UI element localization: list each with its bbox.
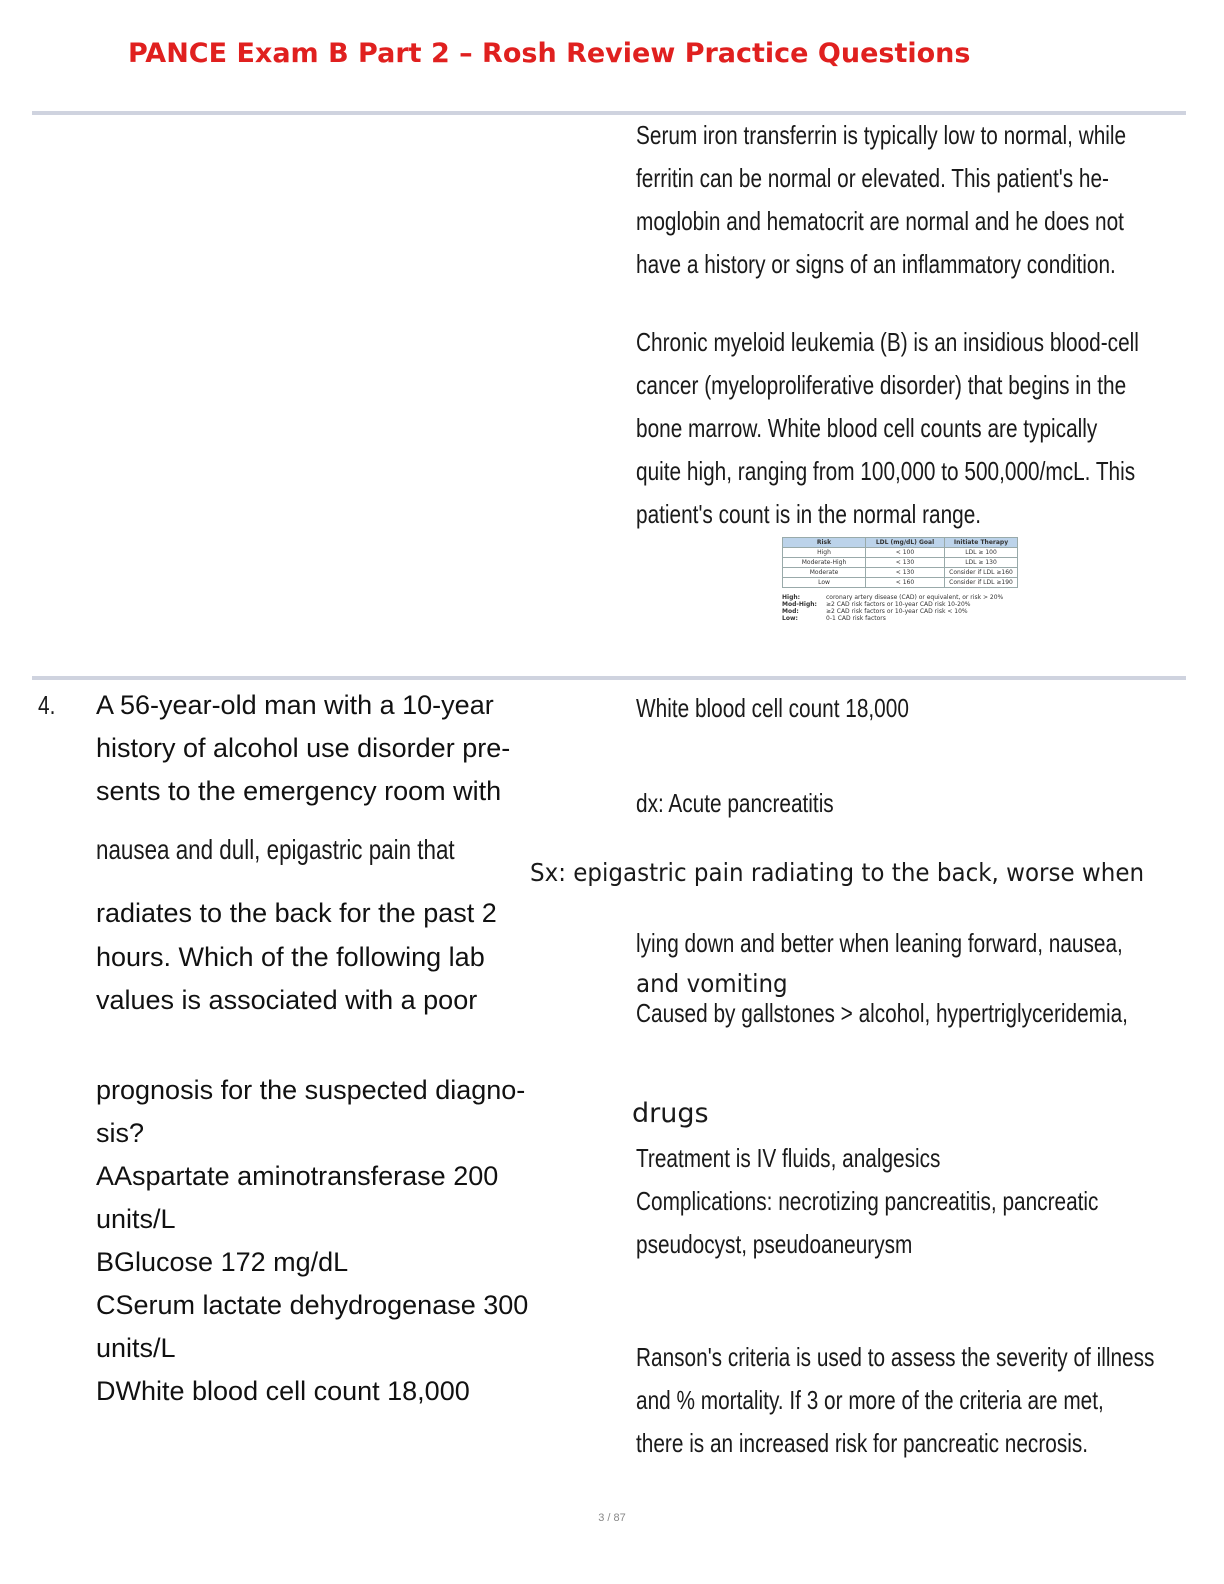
- option-continuation: units/L: [96, 1333, 176, 1363]
- table-cell: < 130: [866, 568, 945, 578]
- legend-term: Mod:: [782, 608, 799, 615]
- legend-row: [782, 608, 1018, 615]
- table-cell: LDL ≥ 130: [945, 558, 1018, 568]
- option-letter: A: [96, 1161, 115, 1191]
- option-letter: D: [96, 1376, 116, 1406]
- question-stem-line: prognosis for the suspected diagno-: [96, 1075, 526, 1105]
- legend-row: [782, 594, 1018, 601]
- explanation-line: Serum iron transferrin is typically low to normal, while: [636, 120, 1127, 150]
- legend-desc: ≥2 CAD risk factors or 10-year CAD risk < 10%: [826, 608, 968, 615]
- explanation-line: cancer (myeloproliferative disorder) that begins in the: [636, 370, 1127, 400]
- option-text: Glucose 172 mg/dL: [114, 1247, 349, 1277]
- causes-note: Caused by gallstones > alcohol, hypertriglyceridemia,: [636, 998, 1128, 1028]
- legend-desc: ≥2 CAD risk factors or 10-year CAD risk 10-20%: [826, 601, 971, 608]
- explanation-line: ferritin can be normal or elevated. This patient's he-: [636, 163, 1109, 193]
- table-cell: High: [783, 548, 866, 558]
- table-cell: Consider if LDL ≥190: [945, 578, 1018, 588]
- answer-option-b[interactable]: [96, 1241, 348, 1284]
- table-row: [783, 548, 1018, 558]
- question-stem-line: sis?: [96, 1118, 145, 1148]
- explanation-line: Chronic myeloid leukemia (B) is an insidious blood-cell: [636, 327, 1139, 357]
- question-stem-line: A 56-year-old man with a 10-year: [96, 690, 494, 720]
- question-number: 4.: [38, 690, 56, 720]
- legend-desc: coronary artery disease (CAD) or equivalent, or risk > 20%: [826, 594, 1004, 601]
- legend-term: Mod-High:: [782, 601, 817, 608]
- legend-row: [782, 601, 1018, 608]
- option-continuation: units/L: [96, 1204, 176, 1234]
- question-stem-line: sents to the emergency room with: [96, 776, 502, 806]
- question-stem-line: nausea and dull, epigastric pain that: [96, 834, 455, 865]
- table-cell: LDL ≥ 100: [945, 548, 1018, 558]
- page-title: PANCE Exam B Part 2 – Rosh Review Practice Questions: [128, 38, 971, 69]
- legend-term: High:: [782, 594, 801, 601]
- explanation-line: have a history or signs of an inflammatory condition.: [636, 249, 1116, 279]
- table-cell: Low: [783, 578, 866, 588]
- table-row: [783, 578, 1018, 588]
- question-divider: [32, 676, 1186, 680]
- answer-option-c[interactable]: [96, 1284, 528, 1327]
- legend-row: [782, 615, 1018, 622]
- table-legend: [782, 594, 1018, 622]
- explanation-line: bone marrow. White blood cell counts are typically: [636, 413, 1098, 443]
- table-cell: Moderate: [783, 568, 866, 578]
- option-text: White blood cell count 18,000: [115, 1376, 470, 1406]
- table-cell: < 130: [866, 558, 945, 568]
- table-cell: Moderate-High: [783, 558, 866, 568]
- explanation-line: patient's count is in the normal range.: [636, 499, 982, 529]
- question-stem-line: history of alcohol use disorder pre-: [96, 733, 511, 763]
- causes-note-cont: drugs: [632, 1098, 709, 1129]
- answer-option-d[interactable]: [96, 1370, 470, 1413]
- legend-term: Low:: [782, 615, 798, 622]
- question-stem-line: radiates to the back for the past 2: [96, 898, 497, 928]
- question-stem-line: hours. Which of the following lab: [96, 942, 485, 972]
- answer-option-a[interactable]: [96, 1155, 498, 1198]
- option-text: Serum lactate dehydrogenase 300: [115, 1290, 529, 1320]
- explanation-line: quite high, ranging from 100,000 to 500,000/mcL. This: [636, 456, 1136, 486]
- explanation-line: moglobin and hematocrit are normal and he does not: [636, 206, 1124, 236]
- option-letter: C: [96, 1290, 116, 1320]
- treatment-note: Treatment is IV fluids, analgesics: [636, 1143, 941, 1173]
- ldl-risk-figure: [782, 537, 1018, 622]
- ldl-risk-table: [782, 537, 1018, 588]
- correct-answer: White blood cell count 18,000: [636, 693, 909, 723]
- diagnosis-note: dx: Acute pancreatitis: [636, 788, 834, 818]
- symptoms-note-cont: lying down and better when leaning forward, nausea,: [636, 928, 1123, 958]
- option-letter: B: [96, 1247, 115, 1277]
- symptoms-note: Sx: epigastric pain radiating to the back, worse when: [530, 858, 1145, 887]
- table-header-cell: Risk: [783, 538, 866, 548]
- table-cell: < 160: [866, 578, 945, 588]
- complications-note-cont: pseudocyst, pseudoaneurysm: [636, 1229, 913, 1259]
- table-header-row: [783, 538, 1018, 548]
- symptoms-note-cont: and vomiting: [636, 969, 788, 998]
- table-header-cell: Initiate Therapy: [945, 538, 1018, 548]
- table-header-cell: LDL (mg/dL) Goal: [866, 538, 945, 548]
- table-cell: < 100: [866, 548, 945, 558]
- ransons-note-line: and % mortality. If 3 or more of the criteria are met,: [636, 1385, 1104, 1415]
- legend-desc: 0-1 CAD risk factors: [826, 615, 886, 622]
- ransons-note-line: Ranson's criteria is used to assess the severity of illness: [636, 1342, 1155, 1372]
- table-cell: Consider if LDL ≥160: [945, 568, 1018, 578]
- table-row: [783, 568, 1018, 578]
- option-text: Aspartate aminotransferase 200: [114, 1161, 499, 1191]
- page-number: 3 / 87: [598, 1512, 626, 1524]
- question-stem-line: values is associated with a poor: [96, 985, 478, 1015]
- ransons-note-line: there is an increased risk for pancreatic necrosis.: [636, 1428, 1089, 1458]
- complications-note: Complications: necrotizing pancreatitis, pancreatic: [636, 1186, 1099, 1216]
- table-row: [783, 558, 1018, 568]
